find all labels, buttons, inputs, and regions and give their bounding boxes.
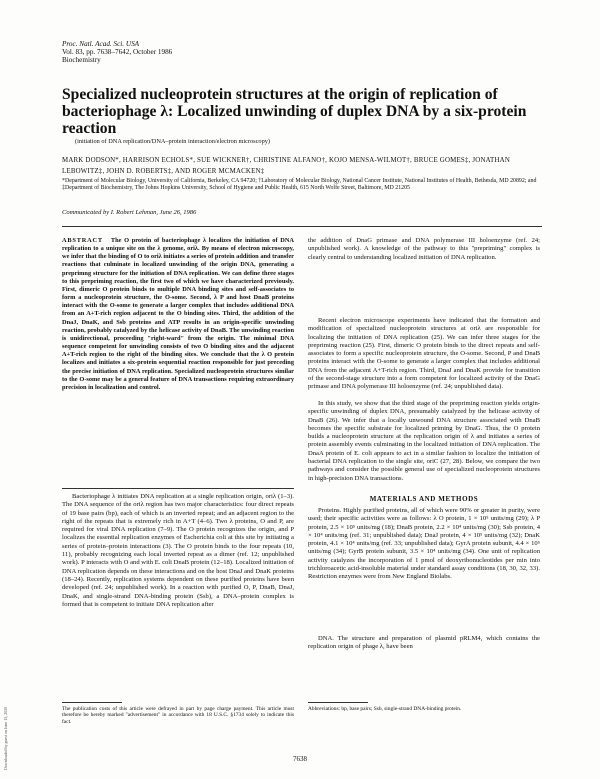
footnote-divider-right <box>308 702 368 703</box>
abstract <box>62 237 294 392</box>
abstract-divider <box>62 488 294 489</box>
right-column-paragraph-3 <box>308 400 540 483</box>
paragraph-text: Recent electron microscope experiments have indicated that the formation and modification of specialized nucleoprotein structures at oriλ are responsible for localizing the initiation of DNA replication (25). We can infer three stages for the prepriming reaction (25). First, dimeric O protein binds to the direct repeats and self-associates to form a specific nucleoprotein structure, the O-some. Second, P and DnaB proteins interact with the O-some to generate a larger complex that includes additional DNA from the adjacent A+T-rich region. Third, DnaJ and DnaK provide for transition of the second-stage structure into a form competent for localized activity of the DnaG primase and DNA polymerase III holoenzyme (ref. 24; unpublished data). <box>308 317 540 391</box>
right-column-paragraph-2 <box>308 317 540 392</box>
article-title: Specialized nucleoprotein structures at the origin of replication of bacteriophage λ: Localized unwinding of duplex DNA by a six-protein reaction <box>62 86 527 137</box>
page-number: 7638 <box>293 755 307 763</box>
paragraph-text: the addition of DnaG primase and DNA polymerase III holoenzyme (ref. 24; unpublished work). A knowledge of the pathway to this "prepriming" complex is clearly central to understanding localized initiation of DNA replication. <box>308 237 540 261</box>
abstract-text: The O protein of bacteriophage λ localizes the initiation of DNA replication to a unique site on the λ genome, oriλ. By means of electron microscopy, we infer that the binding of O to oriλ initiates a series of protein addition and transfer reactions that culminate in localized unwinding of the origin DNA, generating a preprimng structure for the initiation of DNA replication. We can define three stages to this prepriming reaction, the first two of which we have characterized previously. First, dimeric O protein binds to multiple DNA binding sites and self-associates to form a nucleoprotein structure, the O-some. Second, λ P and host DnaB proteins interact with the O-some to generate a larger complex that includes additional DNA from an A+T-rich region adjacent to the O binding sites. Third, the addition of the DnaJ, DnaK, and Ssb proteins and ATP results in an origin-specific unwinding reaction, probably catalyzed by the helicase activity of DnaB. The unwinding reaction is unidirectional, proceeding "right-ward" from the origin. The minimal DNA sequence competent for unwinding consists of two O binding sites and the adjacent A+T-rich region to the right of the binding sites. We conclude that the λ O protein localizes and initiates a six-protein sequential reaction responsible for just preceding the precise initiation of DNA replication. Specialized nucleoprotein structures similar to the O-some may be a general feature of DNA transactions requiring extraordinary precision in localization and control. <box>62 237 294 391</box>
journal-section: Biochemistry <box>62 56 101 64</box>
paragraph-text: DNA. The structure and preparation of plasmid pRLM4, which contains the replication origin of phage λ, have been <box>308 635 540 651</box>
section-heading-methods: MATERIALS AND METHODS <box>369 495 479 503</box>
footnote-divider-left <box>62 702 122 703</box>
journal-header <box>62 40 172 64</box>
methods-dna <box>308 635 540 652</box>
publication-cost-footnote: The publication costs of this article were defrayed in part by page charge payment. This article must therefore be hereby marked "advertisement" in accordance with 18 U.S.C. §1734 solely to indicate this fact. <box>62 706 294 725</box>
right-column-paragraph-1 <box>308 237 540 262</box>
journal-name: Proc. Natl. Acad. Sci. USA <box>62 40 140 48</box>
abstract-label: ABSTRACT <box>62 237 103 244</box>
keywords: (initiation of DNA replication/DNA–protein interaction/electron microscopy) <box>75 138 270 145</box>
journal-volume: Vol. 83, pp. 7638–7642, October 1986 <box>62 48 173 56</box>
methods-proteins <box>308 507 540 582</box>
paragraph-text: Proteins. Highly purified proteins, all of which were 90% or greater in purity, were used; their specific activities were as follows: λ O protein, 1 × 10⁵ units/mg (29); λ P protein, 2.5 × 10⁵ units/mg (18); DnaB protein, 2.2 × 10⁴ units/mg (30); Ssb protein, 4 × 10⁴ units/mg (ref. 31; unpublished data); DnaJ protein, 4 × 10⁵ units/mg (32); DnaK protein, 4.1 × 10⁴ units/mg (ref. 33; unpublished data); GyrA protein subunit, 4.4 × 10⁵ units/mg (34); GyrB protein subunit, 3.5 × 10⁴ units/mg (34). One unit of replication activity catalyzes the incorporation of 1 pmol of deoxyribonucleotides per min into trichloroacetic acid-insoluble material under standard assay conditions (18, 30, 32, 33). Restriction enzymes were from New England Biolabs. <box>308 507 540 581</box>
introduction <box>62 493 294 609</box>
intro-paragraph: Bacteriophage λ initiates DNA replication at a single replication origin, oriλ (1–3). The DNA sequence of the oriλ region has two major characteristics: four direct repeats of 19 base pairs (bp), each of which is an inverted repeat; and an adjacent region to the right of the repeats that is extremely rich in A+T (4–6). Two λ proteins, O and P, are required for viral DNA replication (7–9). The O protein recognizes the origin, and P localizes the essential replication enzymes of Escherichia coli at this site by initiating a series of protein–protein interactions (3). The O protein binds to the four repeats (10, 11), probably recognizing each local inverted repeat as a dimer (ref. 12; unpublished work). P interacts with O and with E. coli DnaB protein (12–18). Localized initiation of DNA replication depends on these interactions and on the host DnaJ and DnaK proteins (18–24). Recently, replication systems dependent on these purified proteins have been developed (ref. 24; unpublished work). In a reaction with purified O, P, DnaB, DnaJ, DnaK, and single-strand DNA-binding protein (Ssb), a DNA–protein complex is formed that is competent to initiate DNA replication after <box>62 493 294 608</box>
abbreviations-footnote: Abbreviations: bp, base pairs; Ssb, single-strand DNA-binding protein. <box>308 706 462 712</box>
download-margin-note: Downloaded by guest on June 15, 2020 <box>3 706 8 770</box>
paragraph-text: In this study, we show that the third stage of the prepriming reaction yields origin-specific unwinding of duplex DNA, presumably catalyzed by the helicase activity of DnaB (26). We infer that a locally unwound DNA structure associated with DnaB becomes the specific substrate for localized priming by DnaG. Thus, the O protein builds a nucleoprotein structure at the replication origin of λ and initiates a series of protein assembly events culminating in the localized initiation of DNA replication. The DnaA protein of E. coli appears to act in a similar fashion to localize the initiation of bacterial DNA replication to the single site, oriC (27, 28). Below, we compare the two pathways and consider the possible general use of specialized nucleoprotein structures in high-precision DNA transactions. <box>308 400 540 482</box>
affiliations: *Department of Molecular Biology, University of California, Berkeley, CA 94720; †Laboratory of Molecular Biology, National Cancer Institute, National Institutes of Health, Bethesda, MD 20892; and ‡Department of Biochemistry, The Johns Hopkins University, School of Hygiene and Public Health, 615 North Wolfe Street, Baltimore, MD 21205 <box>62 178 537 192</box>
header-divider <box>62 226 542 227</box>
communicated-by: Communicated by I. Robert Lehman, June 26, 1986 <box>62 209 197 216</box>
author-list: MARK DODSON*, HARRISON ECHOLS*, SUE WICKNER†, CHRISTINE ALFANO†, KOJO MENSA-WILMOT†, BRUCE GOMES‡, JONATHAN LEBOWITZ‡, JOHN D. ROBERTS‡, AND ROGER MCMACKEN‡ <box>62 157 510 175</box>
